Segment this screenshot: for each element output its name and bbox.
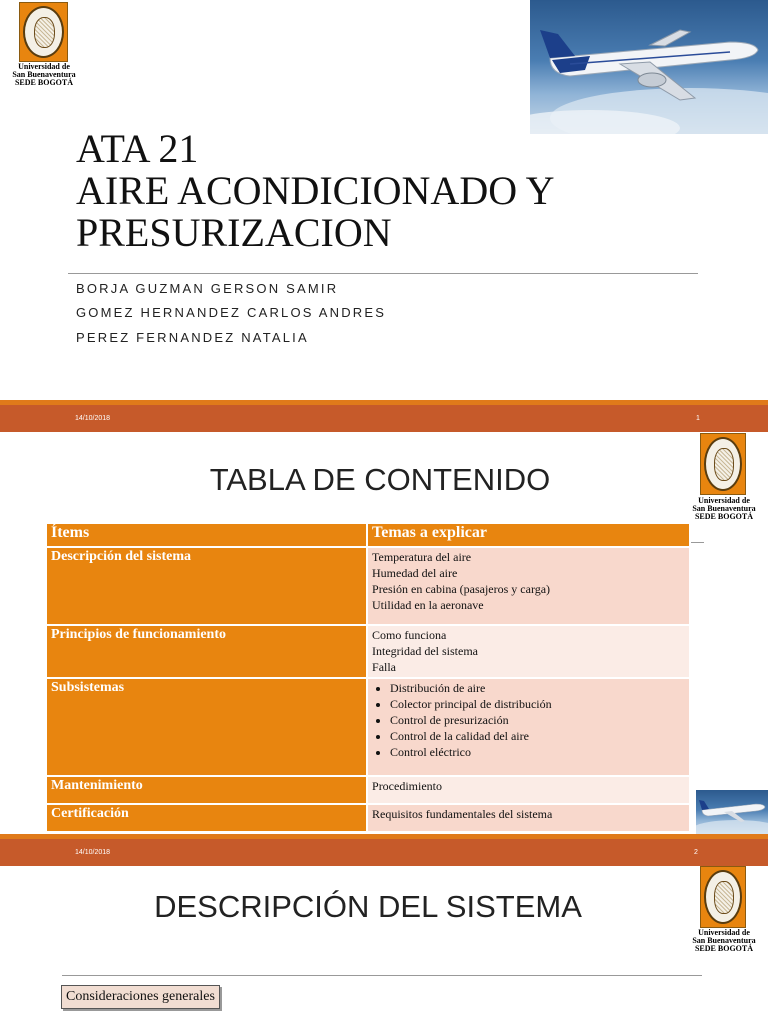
row-topics <box>367 804 690 832</box>
university-name-line2: San Buenaventura <box>692 504 756 513</box>
title-line-2: AIRE ACONDICIONADO Y <box>76 168 555 213</box>
presentation-title <box>76 128 716 254</box>
row-item: Subsistemas <box>46 678 367 776</box>
footer-page-number: 2 <box>694 849 698 856</box>
row-item: Certificación <box>46 804 367 832</box>
author-1: BORJA GUZMAN GERSON SAMIR <box>76 281 339 296</box>
list-item: • Control eléctrico <box>390 744 685 760</box>
university-name-line3: SEDE BOGOTÁ <box>14 78 73 87</box>
university-name-line2: San Buenaventura <box>12 70 76 79</box>
topic: Procedimiento <box>372 779 442 793</box>
table-row <box>46 776 690 804</box>
topic: Utilidad en la aeronave <box>372 598 484 612</box>
row-item: Mantenimiento <box>46 776 367 804</box>
slide-3-divider <box>62 975 702 976</box>
footer-date: 14/10/2018 <box>75 849 111 856</box>
airplane-photo <box>530 0 768 134</box>
footer-page-number: 1 <box>696 415 700 422</box>
university-name-line3: SEDE BOGOTÁ <box>694 944 753 953</box>
list-item: • Colector principal de distribución <box>390 696 685 712</box>
university-name-line3: SEDE BOGOTÁ <box>694 512 753 521</box>
university-name-line2: San Buenaventura <box>692 936 756 945</box>
university-logo <box>700 433 746 495</box>
list-item: • Control de presurización <box>390 712 685 728</box>
university-name-line1: Universidad de <box>698 928 750 937</box>
slide-3-heading: DESCRIPCIÓN DEL SISTEMA <box>154 889 582 924</box>
column-header-topics: Temas a explicar <box>367 523 690 547</box>
topic: Requisitos fundamentales del sistema <box>372 807 553 821</box>
row-topics <box>367 678 690 776</box>
author-3: PEREZ FERNANDEZ NATALIA <box>76 330 309 345</box>
university-name <box>682 929 766 953</box>
topic: Presión en cabina (pasajeros y carga) <box>372 582 551 596</box>
topic: Como funciona <box>372 628 447 642</box>
topic: Temperatura del aire <box>372 550 472 564</box>
table-row <box>46 678 690 776</box>
topic: Falla <box>372 660 397 674</box>
contents-table <box>45 522 691 833</box>
footer-bar-slide-2 <box>0 834 768 866</box>
university-name <box>2 63 86 87</box>
title-line-1: ATA 21 <box>76 126 199 171</box>
author-2: GOMEZ HERNANDEZ CARLOS ANDRES <box>76 305 387 320</box>
row-item: Descripción del sistema <box>46 547 367 625</box>
university-name <box>682 497 766 521</box>
table-header-row <box>46 523 690 547</box>
university-logo <box>19 2 68 62</box>
university-name-line1: Universidad de <box>18 62 70 71</box>
airplane-thumbnail <box>696 790 768 834</box>
footer-bar-slide-1 <box>0 400 768 432</box>
footer-date: 14/10/2018 <box>75 415 111 422</box>
table-row <box>46 547 690 625</box>
subsystem-list <box>372 680 685 760</box>
list-item: • Distribución de aire <box>390 680 685 696</box>
column-header-items: Ítems <box>46 523 367 547</box>
university-name-line1: Universidad de <box>698 496 750 505</box>
slide-2-heading: TABLA DE CONTENIDO <box>209 462 551 497</box>
row-topics <box>367 625 690 678</box>
row-topics <box>367 547 690 625</box>
list-item: • Control de la calidad del aire <box>390 728 685 744</box>
table-row <box>46 804 690 832</box>
title-divider <box>68 273 698 274</box>
topic: Humedad del aire <box>372 566 458 580</box>
university-logo <box>700 866 746 928</box>
topic: Integridad del sistema <box>372 644 478 658</box>
general-considerations-box: Consideraciones generales <box>61 985 220 1009</box>
title-line-3: PRESURIZACION <box>76 210 392 255</box>
row-topics <box>367 776 690 804</box>
table-row <box>46 625 690 678</box>
row-item: Principios de funcionamiento <box>46 625 367 678</box>
